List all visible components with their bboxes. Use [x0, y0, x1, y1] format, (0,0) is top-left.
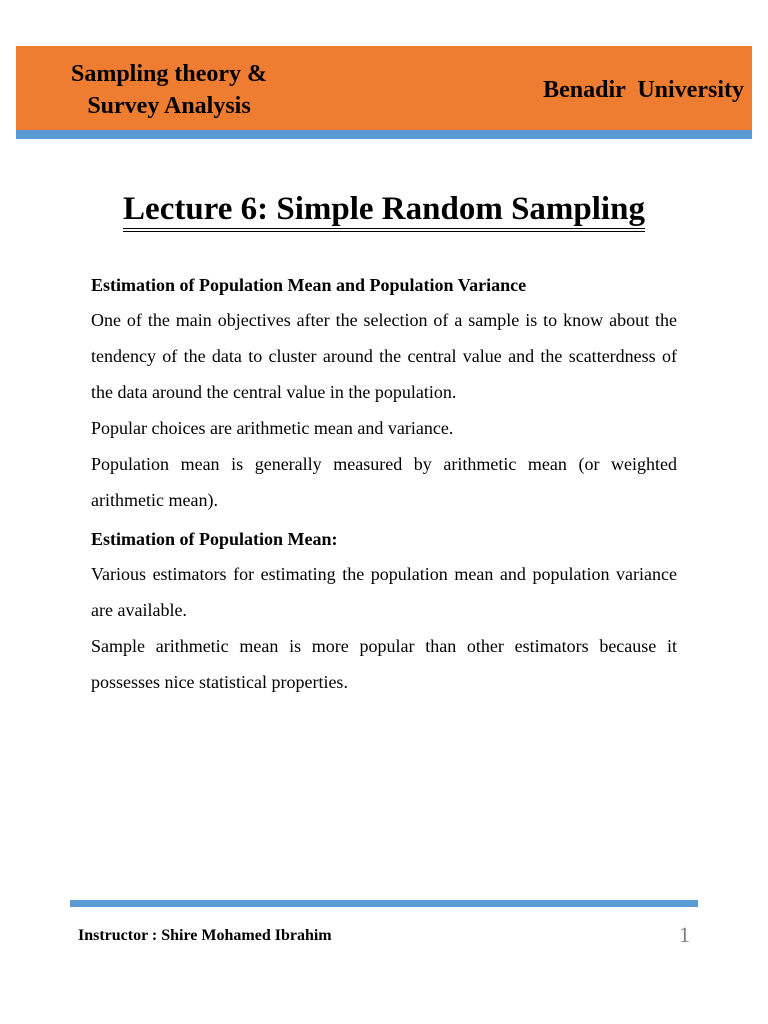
section-heading: Estimation of Population Mean: — [91, 529, 338, 549]
university-name: Benadir University — [543, 77, 744, 103]
document-body — [91, 268, 677, 700]
page-number: 1 — [679, 922, 690, 947]
footer-rule — [70, 900, 698, 907]
paragraph: Population mean is generally measured by arithmetic mean (or weighted arithmetic mean). — [91, 454, 677, 510]
section-heading: Estimation of Population Mean and Population Variance — [91, 275, 527, 295]
course-title-line1: Sampling theory & — [70, 61, 267, 87]
header-rule — [16, 130, 752, 139]
paragraph: Popular choices are arithmetic mean and variance. — [91, 418, 454, 438]
course-title-line2: Survey Analysis — [87, 93, 251, 119]
instructor-name: Instructor : Shire Mohamed Ibrahim — [78, 927, 332, 944]
paragraph: One of the main objectives after the selection of a sample is to know about the tendency of the data to cluster around the central value and the scatterdness of the data around the central value in the population. — [91, 310, 677, 402]
paragraph: Sample arithmetic mean is more popular than other estimators because it possesses nice statistical properties. — [91, 636, 677, 692]
lecture-title — [0, 188, 768, 230]
lecture-title-text: Lecture 6: Simple Random Sampling — [123, 191, 645, 232]
course-title — [34, 58, 304, 122]
paragraph: Various estimators for estimating the population mean and population variance are available. — [91, 564, 677, 620]
